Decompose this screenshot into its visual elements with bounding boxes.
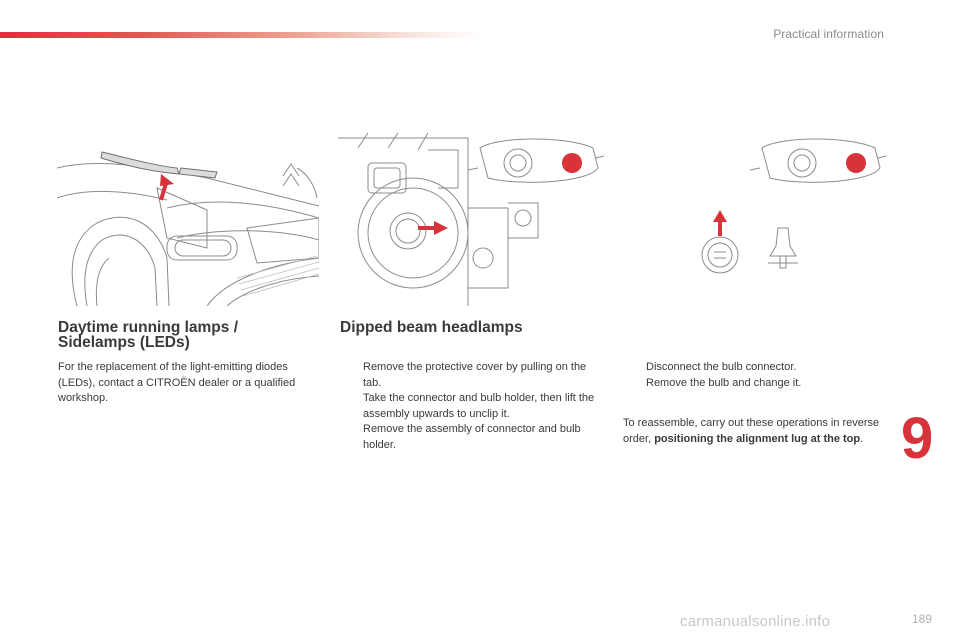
bulb-steps [623,360,885,391]
drl-text: For the replacement of the light-emitting diodes (LEDs), contact a CITROËN dealer or a qualified workshop. [58,361,296,404]
section-title: Practical information [773,27,884,41]
reassemble-text: To reassemble, carry out these operations in reverse order, positioning the alignment lug at the top. [623,417,880,445]
page-number: 189 [912,612,933,626]
list-item: Remove the assembly of connector and bulb holder. [363,423,581,451]
list-item: Disconnect the bulb connector. [646,361,797,373]
list-item: Remove the bulb and change it. [646,376,802,389]
dipped-beam-steps [340,360,595,453]
bulb-replacement-illustration [620,128,890,306]
reassemble-emphasis: positioning the alignment lug at the top [654,432,861,445]
watermark: carmanualsonline.info [680,613,831,630]
dipped-beam-heading: Dipped beam headlamps [340,319,523,336]
header-accent-bar [0,32,480,38]
drl-heading-line1: Daytime running lamps / [58,319,239,336]
list-item: Remove the protective cover by pulling on the tab. [363,361,587,389]
chapter-number: 9 [901,406,934,471]
drl-heading [58,320,318,350]
drl-illustration [57,128,319,306]
headlamp-connector-illustration [338,128,606,306]
list-item: Take the connector and bulb holder, then lift the assembly upwards to unclip it. [363,392,595,420]
drl-heading-line2: Sidelamps (LEDs) [58,334,190,351]
